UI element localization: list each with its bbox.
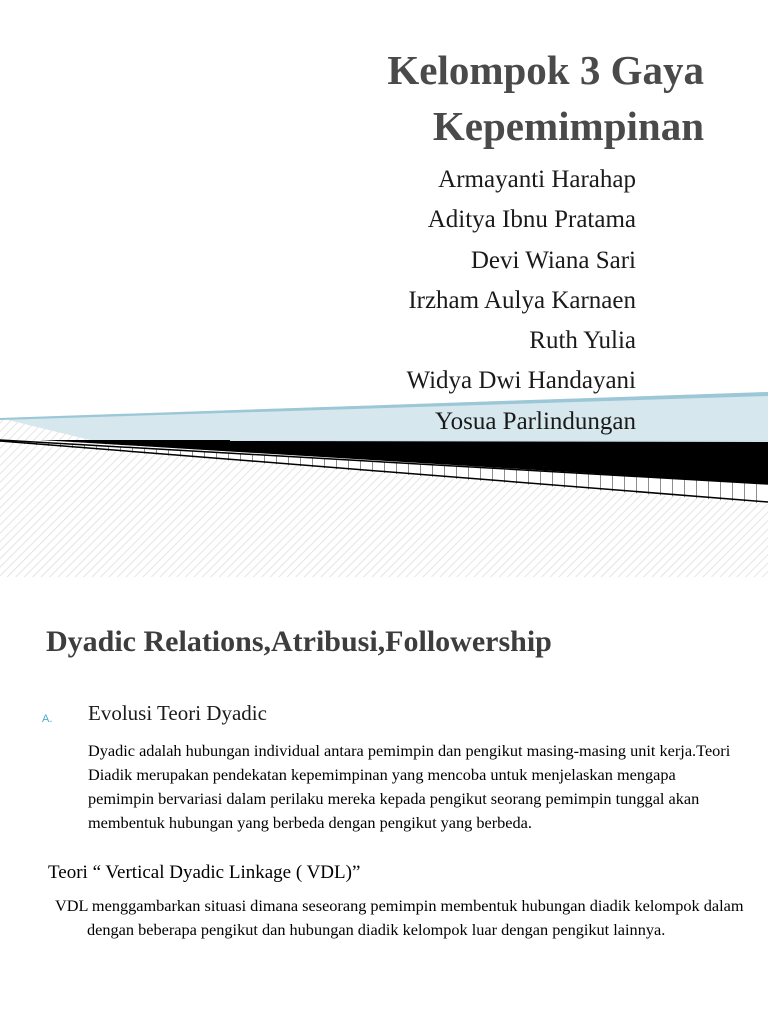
member-name: Ruth Yulia [529, 327, 636, 355]
member-name: Yosua Parlindungan [435, 407, 636, 435]
member-name: Aditya Ibnu Pratama [427, 206, 636, 234]
bullet-marker: A. [42, 713, 53, 725]
decorative-band-graphic [0, 380, 768, 577]
slide-2 [0, 577, 768, 1024]
page-title [387, 42, 704, 154]
section-subtitle: Evolusi Teori Dyadic [88, 701, 267, 725]
member-name: Armayanti Harahap [438, 166, 636, 193]
member-list [407, 160, 636, 442]
member-name: Irzham Aulya Karnaen [408, 286, 636, 314]
member-name: Devi Wiana Sari [470, 246, 636, 274]
section-heading-vdl: Teori “ Vertical Dyadic Linkage ( VDL)” [48, 862, 361, 883]
slide-2-title: Dyadic Relations,Atribusi,Followership [46, 625, 552, 658]
paragraph-vdl: VDL menggambarkan situasi dimana seseorang pemimpin membentuk hubungan diadik kelompok dalam dengan beberapa pengikut dan hubungan diadik kelompok luar dengan pengikut lainnya. [55, 896, 744, 939]
paragraph-dyadic: Dyadic adalah hubungan individual antara pemimpin dan pengikut masing-masing unit kerja.Teori Diadik merupakan pendekatan kepemimpinan yang mencoba untuk menjelaskan mengapa pemimpin bervariasi dalam perilaku mereka kepada pengikut seorang pemimpin tunggal akan membentuk hubungan yang berbeda dengan pengikut yang berbeda. [88, 741, 731, 832]
title-line-1: Kelompok 3 Gaya [387, 47, 704, 93]
member-name: Widya Dwi Handayani [406, 367, 636, 395]
title-line-2: Kepemimpinan [432, 103, 704, 149]
